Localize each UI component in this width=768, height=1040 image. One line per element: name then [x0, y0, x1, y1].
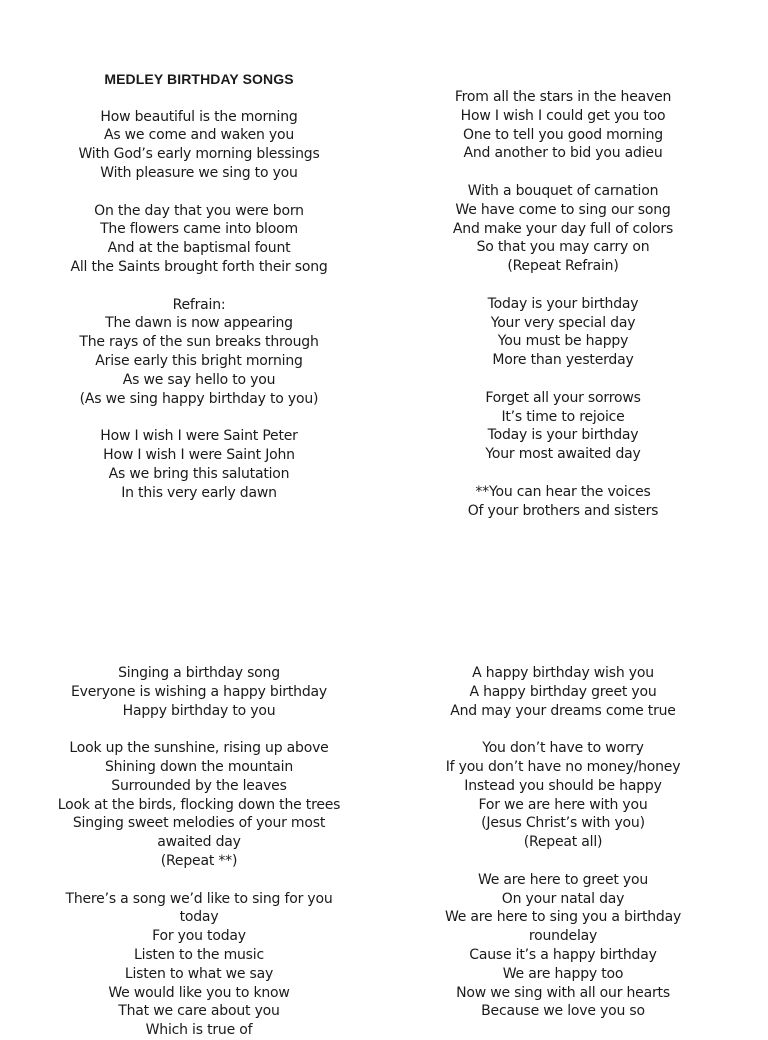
- lyric-line: Cause it’s a happy birthday: [469, 946, 657, 963]
- stanza: [50, 427, 348, 502]
- lyric-line: For we are here with you: [478, 796, 648, 813]
- lyrics-column-bottom-left: [50, 664, 348, 1040]
- lyric-line: Of your brothers and sisters: [467, 502, 659, 519]
- lyric-line: With pleasure we sing to you: [100, 164, 298, 181]
- lyric-line: awaited day: [157, 834, 241, 851]
- lyric-line: (Jesus Christ’s with you): [481, 815, 645, 832]
- lyric-line: With a bouquet of carnation: [467, 182, 659, 199]
- lyric-line: How I wish I were Saint Peter: [100, 428, 298, 445]
- stanza: [412, 739, 714, 852]
- lyric-line: Which is true of: [145, 1022, 253, 1039]
- stanza-gap: [412, 276, 714, 295]
- lyric-line: Today is your birthday: [487, 427, 639, 444]
- stanza: [50, 890, 348, 1040]
- lyric-line: On the day that you were born: [94, 202, 304, 219]
- lyric-line: And may your dreams come true: [450, 702, 676, 719]
- lyric-line: Today is your birthday: [487, 295, 639, 312]
- lyric-line: The rays of the sun breaks through: [79, 334, 319, 351]
- lyric-line: All the Saints brought forth their song: [70, 258, 328, 275]
- refrain-label: Refrain:: [172, 296, 226, 313]
- lyric-line: And at the baptismal fount: [107, 240, 291, 257]
- lyric-line: We are here to greet you: [477, 871, 649, 888]
- stanza: [50, 108, 348, 183]
- stanza: [412, 88, 714, 163]
- stanza-gap: [412, 370, 714, 389]
- stanza-gap: [412, 163, 714, 182]
- lyric-line: Listen to the music: [134, 946, 264, 963]
- stanza-gap: [50, 89, 348, 108]
- lyric-line: More than yesterday: [492, 352, 634, 369]
- lyric-line: Arise early this bright morning: [95, 352, 303, 369]
- lyric-line: There’s a song we’d like to sing for you: [65, 890, 333, 907]
- lyric-line: Listen to what we say: [124, 965, 274, 982]
- lyric-line: So that you may carry on: [476, 239, 650, 256]
- stanza-gap: [50, 277, 348, 296]
- lyric-line: Singing a birthday song: [118, 665, 280, 681]
- lyric-line: Everyone is wishing a happy birthday: [71, 683, 327, 700]
- stanza-gap: [412, 464, 714, 483]
- lyric-line: Forget all your sorrows: [485, 389, 641, 406]
- lyric-line: We have come to sing our song: [455, 201, 671, 218]
- stanza-gap: [50, 183, 348, 202]
- lyric-line: Now we sing with all our hearts: [456, 984, 670, 1001]
- lyric-line: today: [179, 909, 219, 926]
- lyric-line: How I wish I were Saint John: [103, 446, 295, 463]
- lyric-line: And another to bid you adieu: [463, 145, 663, 162]
- lyric-line: On your natal day: [501, 890, 625, 907]
- stanza: [412, 664, 714, 720]
- lyrics-column-top-right: [412, 88, 714, 520]
- lyric-line: Your very special day: [490, 314, 636, 331]
- lyric-line: The flowers came into bloom: [100, 221, 298, 238]
- lyric-line: That we care about you: [118, 1003, 280, 1020]
- lyrics-column-top-left: [50, 70, 348, 502]
- lyric-line: With God’s early morning blessings: [78, 146, 320, 163]
- lyric-line: If you don’t have no money/honey: [445, 758, 681, 775]
- lyric-line: Because we love you so: [481, 1003, 645, 1020]
- lyric-line: In this very early dawn: [121, 484, 277, 501]
- lyric-line: (Repeat **): [160, 852, 238, 869]
- stanza: [412, 295, 714, 370]
- refrain-stanza: [50, 296, 348, 409]
- lyric-line: Shining down the mountain: [104, 758, 294, 775]
- lyric-line: Happy birthday to you: [122, 702, 276, 719]
- stanza-gap: [412, 720, 714, 739]
- stanza: [412, 182, 714, 276]
- lyric-line: You don’t have to worry: [482, 740, 644, 757]
- lyric-line: (As we sing happy birthday to you): [79, 390, 319, 407]
- stanza-gap: [50, 871, 348, 890]
- lyric-line: Your most awaited day: [485, 446, 641, 463]
- stanza: [50, 664, 348, 720]
- lyric-line: From all the stars in the heaven: [454, 89, 672, 105]
- lyric-line: You must be happy: [497, 333, 629, 350]
- lyric-line: roundelay: [528, 928, 598, 945]
- lyric-line: Instead you should be happy: [464, 777, 662, 794]
- stanza-gap: [412, 852, 714, 871]
- lyric-line: (Repeat all): [523, 834, 603, 851]
- stanza-gap: [50, 720, 348, 739]
- lyric-line: A happy birthday wish you: [472, 665, 654, 681]
- lyric-line: Singing sweet melodies of your most: [72, 815, 326, 832]
- lyric-line: The dawn is now appearing: [105, 315, 293, 332]
- document-title: MEDLEY BIRTHDAY SONGS: [104, 71, 294, 87]
- lyrics-column-bottom-right: [412, 664, 714, 1021]
- lyric-line: It’s time to rejoice: [501, 408, 625, 425]
- lyric-line: And make your day full of colors: [452, 220, 674, 237]
- lyric-line: We are here to sing you a birthday: [444, 909, 682, 926]
- stanza: [412, 483, 714, 521]
- lyric-line: A happy birthday greet you: [469, 683, 657, 700]
- lyric-line: How I wish I could get you too: [460, 107, 666, 124]
- lyric-line: We are happy too: [502, 965, 624, 982]
- lyric-line: Look at the birds, flocking down the trees: [57, 796, 341, 813]
- lyric-line: How beautiful is the morning: [100, 108, 298, 125]
- stanza: [412, 871, 714, 1021]
- lyric-line: (Repeat Refrain): [507, 258, 619, 275]
- lyric-line: **You can hear the voices: [475, 483, 651, 500]
- stanza: [412, 389, 714, 464]
- lyric-line: As we bring this salutation: [108, 465, 290, 482]
- lyric-line: For you today: [152, 928, 246, 945]
- lyric-line: As we come and waken you: [103, 127, 295, 144]
- stanza: [50, 202, 348, 277]
- lyric-line: As we say hello to you: [122, 371, 276, 388]
- stanza-gap: [50, 408, 348, 427]
- stanza: [50, 739, 348, 871]
- lyric-line: We would like you to know: [108, 984, 290, 1001]
- lyric-line: Look up the sunshine, rising up above: [69, 740, 329, 757]
- lyric-line: One to tell you good morning: [463, 126, 663, 143]
- lyric-line: Surrounded by the leaves: [111, 777, 287, 794]
